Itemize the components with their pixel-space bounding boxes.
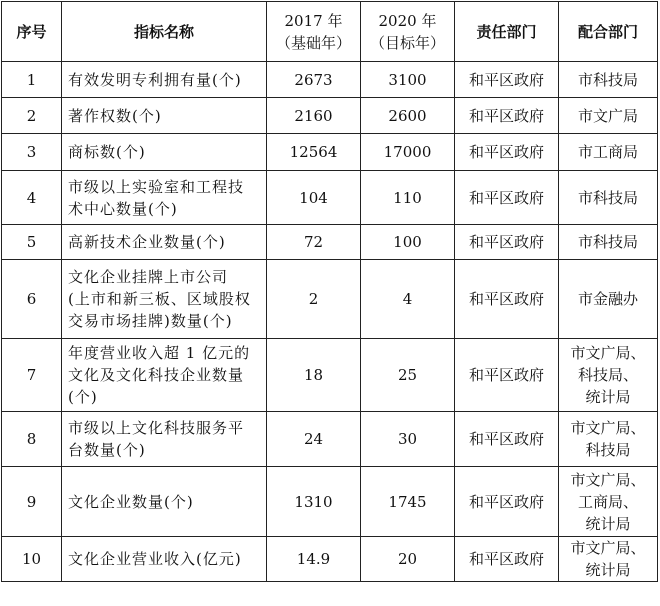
cell-base-value: 18 <box>267 339 361 412</box>
cell-seq: 6 <box>2 260 62 339</box>
cell-seq: 4 <box>2 171 62 225</box>
cell-indicator-name <box>62 62 267 98</box>
cell-target-value: 110 <box>361 171 455 225</box>
header-seq: 序号 <box>2 2 62 62</box>
table-row <box>2 171 658 225</box>
table-row <box>2 537 658 582</box>
cell-cooperate-dept-line: 市文广局、 <box>570 419 646 437</box>
cell-cooperate-dept <box>559 537 658 582</box>
cell-indicator-name <box>62 225 267 260</box>
table-row <box>2 339 658 412</box>
cell-indicator-name-line: (个) <box>68 388 98 406</box>
cell-base-value: 72 <box>267 225 361 260</box>
cell-target-value: 2600 <box>361 98 455 134</box>
table-row <box>2 467 658 537</box>
cell-indicator-name <box>62 98 267 134</box>
cell-seq: 9 <box>2 467 62 537</box>
cell-cooperate-dept-line: 市科技局 <box>577 70 638 89</box>
cell-target-value: 25 <box>361 339 455 412</box>
cell-target-value: 1745 <box>361 467 455 537</box>
cell-seq: 2 <box>2 98 62 134</box>
cell-responsible-dept: 和平区政府 <box>455 134 559 171</box>
cell-cooperate-dept <box>559 339 658 412</box>
cell-cooperate-dept-line: 市科技局 <box>577 233 638 251</box>
cell-indicator-name-line: 著作权数(个) <box>68 106 162 125</box>
cell-cooperate-dept-line: 市文广局、 <box>570 539 646 557</box>
header-base-line1: 2017 年 <box>284 11 343 30</box>
cell-responsible-dept: 和平区政府 <box>455 537 559 582</box>
cell-seq: 3 <box>2 134 62 171</box>
cell-target-value: 30 <box>361 412 455 467</box>
cell-cooperate-dept-line: 科技局、 <box>577 366 638 384</box>
table-row <box>2 134 658 171</box>
table-row <box>2 62 658 98</box>
table-row <box>2 260 658 339</box>
cell-cooperate-dept-line: 统计局 <box>585 388 631 406</box>
cell-responsible-dept: 和平区政府 <box>455 339 559 412</box>
cell-indicator-name-line: 有效发明专利拥有量(个) <box>68 70 242 89</box>
cell-cooperate-dept <box>559 260 658 339</box>
cell-cooperate-dept-line: 市文广局、 <box>570 470 646 489</box>
cell-indicator-name <box>62 339 267 412</box>
table-body <box>2 62 658 582</box>
cell-base-value: 104 <box>267 171 361 225</box>
cell-cooperate-dept <box>559 134 658 171</box>
cell-responsible-dept: 和平区政府 <box>455 225 559 260</box>
cell-seq: 7 <box>2 339 62 412</box>
header-name: 指标名称 <box>62 2 267 62</box>
cell-indicator-name <box>62 412 267 467</box>
cell-base-value: 2160 <box>267 98 361 134</box>
cell-target-value: 3100 <box>361 62 455 98</box>
cell-indicator-name-line: (上市和新三板、区域股权 <box>68 290 251 308</box>
cell-indicator-name-line: 文化企业挂牌上市公司 <box>68 268 229 286</box>
cell-target-value: 4 <box>361 260 455 339</box>
cell-indicator-name <box>62 260 267 339</box>
cell-cooperate-dept <box>559 62 658 98</box>
cell-responsible-dept: 和平区政府 <box>455 260 559 339</box>
cell-indicator-name-line: 文化企业营业收入(亿元) <box>68 550 242 568</box>
cell-cooperate-dept-line: 工商局、 <box>577 492 638 511</box>
cell-cooperate-dept-line: 市文广局、 <box>570 344 646 362</box>
cell-target-value: 100 <box>361 225 455 260</box>
cell-indicator-name-line: 文化企业数量(个) <box>68 492 194 511</box>
cell-seq: 10 <box>2 537 62 582</box>
cell-responsible-dept: 和平区政府 <box>455 412 559 467</box>
cell-base-value: 12564 <box>267 134 361 171</box>
cell-base-value: 24 <box>267 412 361 467</box>
header-target-line2: （目标年） <box>369 33 445 52</box>
cell-base-value: 1310 <box>267 467 361 537</box>
cell-indicator-name-line: 年度营业收入超 1 亿元的 <box>68 344 251 362</box>
cell-cooperate-dept <box>559 412 658 467</box>
cell-indicator-name-line: 术中心数量(个) <box>68 199 178 218</box>
cell-indicator-name-line: 市级以上文化科技服务平 <box>68 419 245 437</box>
cell-cooperate-dept-line: 科技局 <box>585 441 631 459</box>
cell-indicator-name-line: 台数量(个) <box>68 441 146 459</box>
table-row <box>2 98 658 134</box>
cell-cooperate-dept <box>559 171 658 225</box>
cell-cooperate-dept <box>559 467 658 537</box>
cell-seq: 1 <box>2 62 62 98</box>
header-target-year <box>361 2 455 62</box>
cell-cooperate-dept <box>559 225 658 260</box>
cell-target-value: 17000 <box>361 134 455 171</box>
header-responsible: 责任部门 <box>455 2 559 62</box>
cell-indicator-name-line: 市级以上实验室和工程技 <box>68 177 245 196</box>
cell-indicator-name-line: 文化及文化科技企业数量 <box>68 366 245 384</box>
cell-responsible-dept: 和平区政府 <box>455 98 559 134</box>
cell-indicator-name <box>62 467 267 537</box>
cell-indicator-name-line: 交易市场挂牌)数量(个) <box>68 312 233 330</box>
cell-base-value: 14.9 <box>267 537 361 582</box>
header-row <box>2 2 658 62</box>
cell-cooperate-dept-line: 市文广局 <box>577 106 638 125</box>
cell-indicator-name-line: 商标数(个) <box>68 143 146 161</box>
cell-indicator-name-line: 高新技术企业数量(个) <box>68 233 226 251</box>
table-row <box>2 225 658 260</box>
cell-responsible-dept: 和平区政府 <box>455 171 559 225</box>
table-row <box>2 412 658 467</box>
cell-base-value: 2673 <box>267 62 361 98</box>
cell-indicator-name <box>62 537 267 582</box>
header-base-year <box>267 2 361 62</box>
header-target-line1: 2020 年 <box>378 11 437 30</box>
cell-base-value: 2 <box>267 260 361 339</box>
cell-cooperate-dept-line: 市金融办 <box>577 290 638 308</box>
cell-seq: 8 <box>2 412 62 467</box>
cell-cooperate-dept-line: 市科技局 <box>577 188 638 207</box>
cell-responsible-dept: 和平区政府 <box>455 62 559 98</box>
cell-cooperate-dept <box>559 98 658 134</box>
cell-responsible-dept: 和平区政府 <box>455 467 559 537</box>
cell-cooperate-dept-line: 统计局 <box>585 561 631 579</box>
header-cooperate: 配合部门 <box>559 2 658 62</box>
cell-indicator-name <box>62 134 267 171</box>
indicator-table <box>1 1 658 582</box>
cell-seq: 5 <box>2 225 62 260</box>
cell-target-value: 20 <box>361 537 455 582</box>
cell-indicator-name <box>62 171 267 225</box>
cell-cooperate-dept-line: 市工商局 <box>577 143 638 161</box>
cell-cooperate-dept-line: 统计局 <box>585 514 631 533</box>
header-base-line2: （基础年） <box>275 33 351 52</box>
